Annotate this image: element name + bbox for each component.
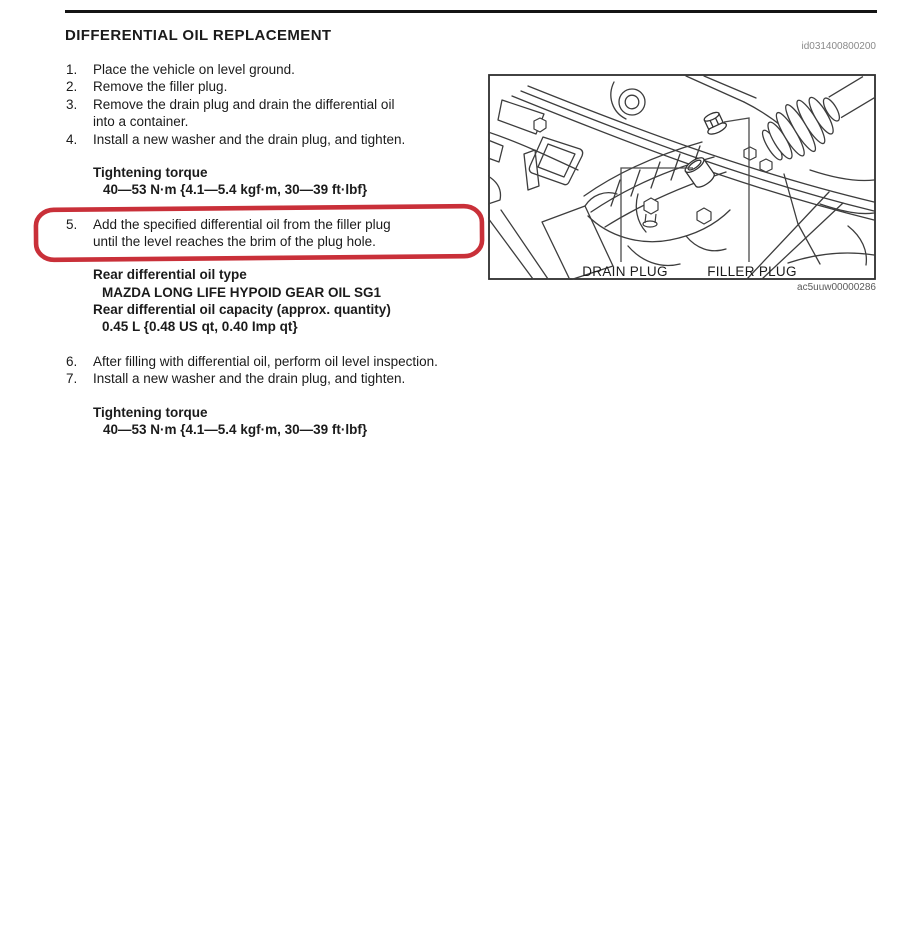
differential-figure [488, 74, 876, 280]
step-number: 6. [66, 354, 78, 369]
step-number: 7. [66, 371, 78, 386]
step-text: Place the vehicle on level ground. [93, 62, 295, 77]
torque-value: 40—53 N·m {4.1—5.4 kgf·m, 30—39 ft·lbf} [103, 422, 368, 437]
torque-value: 40—53 N·m {4.1—5.4 kgf·m, 30—39 ft·lbf} [103, 182, 368, 197]
step-number: 3. [66, 97, 78, 112]
filler-plug-callout-line [724, 118, 749, 262]
step-text: Add the specified differential oil from the filler plug [93, 217, 391, 232]
oil-type-value: MAZDA LONG LIFE HYPOID GEAR OIL SG1 [102, 285, 382, 300]
drain-plug [683, 155, 717, 190]
step-text: Remove the drain plug and drain the differential oil [93, 97, 395, 112]
document-id: id031400800200 [801, 41, 876, 52]
step-text: Remove the filler plug. [93, 79, 228, 94]
step-number: 4. [66, 132, 78, 147]
torque-label: Tightening torque [93, 165, 208, 180]
highlight-annotation [28, 200, 490, 266]
figure-id: ac5uuw00000286 [797, 282, 876, 293]
top-rule [65, 10, 877, 13]
drain-plug-callout-line [621, 168, 693, 262]
page-title: DIFFERENTIAL OIL REPLACEMENT [65, 27, 332, 44]
torque-label: Tightening torque [93, 405, 208, 420]
drain-plug-label: DRAIN PLUG [582, 264, 668, 279]
step-text: After filling with differential oil, perform oil level inspection. [93, 354, 438, 369]
step-number: 2. [66, 79, 78, 94]
oil-capacity-label: Rear differential oil capacity (approx. quantity) [93, 302, 391, 317]
filler-plug [701, 110, 728, 137]
filler-plug-label: FILLER PLUG [707, 264, 797, 279]
oil-capacity-value: 0.45 L {0.48 US qt, 0.40 Imp qt} [102, 319, 298, 334]
step-text: Install a new washer and the drain plug, and tighten. [93, 132, 406, 147]
step-number: 1. [66, 62, 78, 77]
step-number: 5. [66, 217, 78, 232]
step-text: into a container. [93, 114, 189, 129]
axle-boot [754, 74, 876, 171]
step-text: until the level reaches the brim of the plug hole. [93, 234, 376, 249]
oil-type-label: Rear differential oil type [93, 267, 247, 282]
step-text: Install a new washer and the drain plug, and tighten. [93, 371, 406, 386]
bolt-hole [619, 89, 645, 115]
highlight-oval [36, 206, 482, 260]
